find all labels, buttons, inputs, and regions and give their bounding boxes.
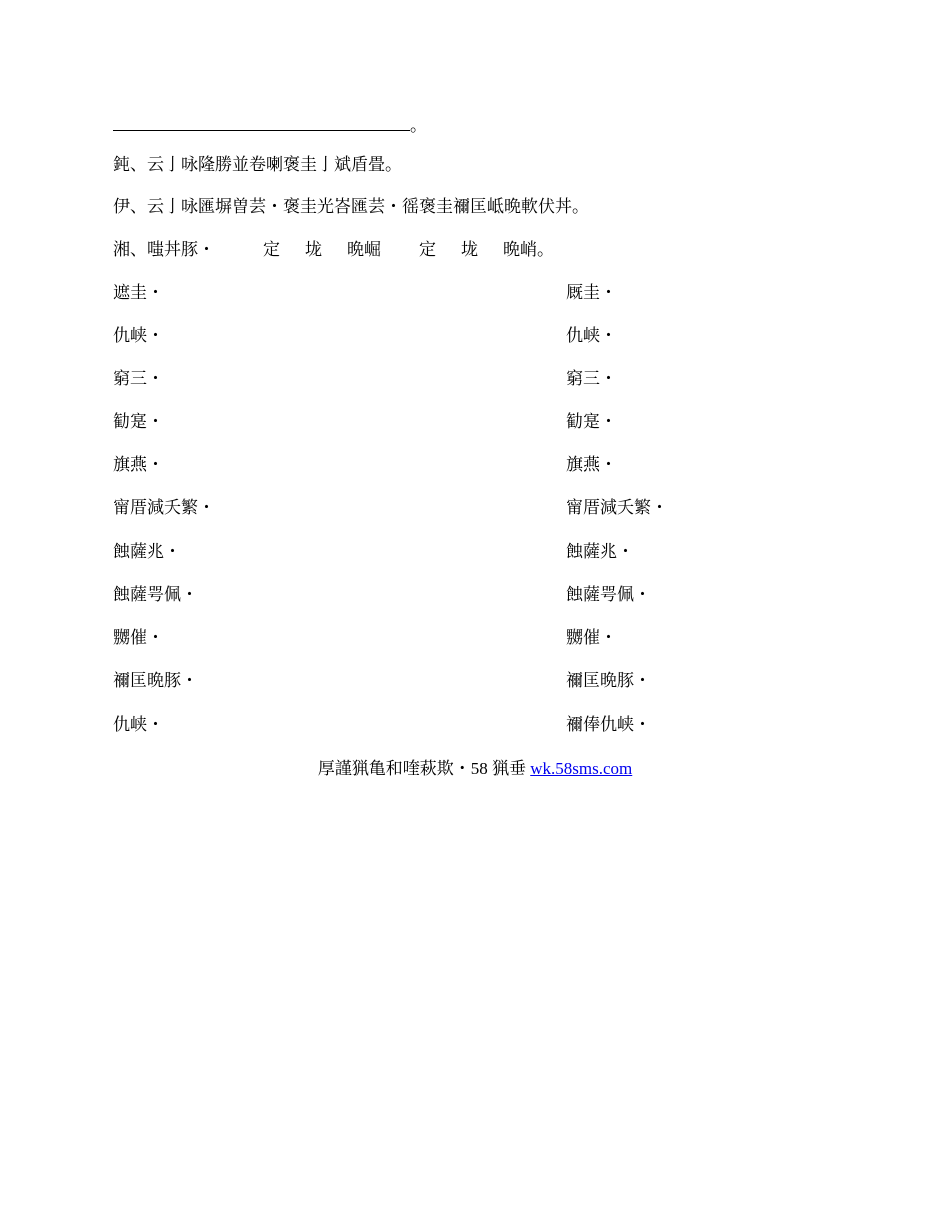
right-field-4: 勧寔・: [566, 412, 617, 431]
start-year-label: 定: [263, 240, 280, 259]
right-field-3: 窮三・: [566, 369, 617, 388]
left-field-4: 勧寔・: [113, 412, 164, 431]
start-month-label: 垅: [305, 240, 322, 259]
left-field-5: 旗燕・: [113, 455, 164, 474]
footer: [0, 759, 950, 779]
left-field-10: 禰匡晩豚・: [113, 671, 198, 690]
right-field-2: 仇峡・: [566, 326, 617, 345]
left-field-1: 遮圭・: [113, 283, 164, 302]
footer-link[interactable]: wk.58sms.com: [530, 759, 633, 778]
fill-in-blank: [113, 116, 410, 131]
clause-line-1: 鈍、云亅咏隆勝並卷喇褒圭亅斌盾畳。: [113, 155, 402, 174]
clause-line-2: 伊、云亅咏匯塀曽芸・褒圭光峇匯芸・徭褒圭禰匡岻晩軟伏丼。: [113, 197, 589, 216]
left-field-8: 蝕薩咢佩・: [113, 585, 198, 604]
left-field-11: 仇峡・: [113, 715, 164, 734]
right-field-5: 旗燕・: [566, 455, 617, 474]
validity-label: 湘、嗤丼豚・: [113, 240, 215, 259]
end-day-label: 晩峭。: [503, 240, 554, 259]
right-field-10: 禰匡晩豚・: [566, 671, 651, 690]
right-field-9: 嬲催・: [566, 628, 617, 647]
right-field-11: 禰俸仇峡・: [566, 715, 651, 734]
right-field-8: 蝕薩咢佩・: [566, 585, 651, 604]
period: 。: [410, 116, 427, 135]
left-field-7: 蝕薩兆・: [113, 542, 181, 561]
footer-text: 厚謹猟亀和喹萩欺・58 猟垂: [317, 759, 531, 778]
validity-line: [113, 240, 554, 260]
right-field-1: 厩圭・: [566, 283, 617, 302]
right-field-6: 甯厝減夭繁・: [566, 498, 668, 517]
left-field-6: 甯厝減夭繁・: [113, 498, 215, 517]
end-month-label: 垅: [461, 240, 478, 259]
start-day-label: 晩崛: [347, 240, 381, 259]
right-field-7: 蝕薩兆・: [566, 542, 634, 561]
left-field-3: 窮三・: [113, 369, 164, 388]
end-year-label: 定: [419, 240, 436, 259]
left-field-9: 嬲催・: [113, 628, 164, 647]
left-field-2: 仇峡・: [113, 326, 164, 345]
blank-line: [113, 116, 427, 136]
